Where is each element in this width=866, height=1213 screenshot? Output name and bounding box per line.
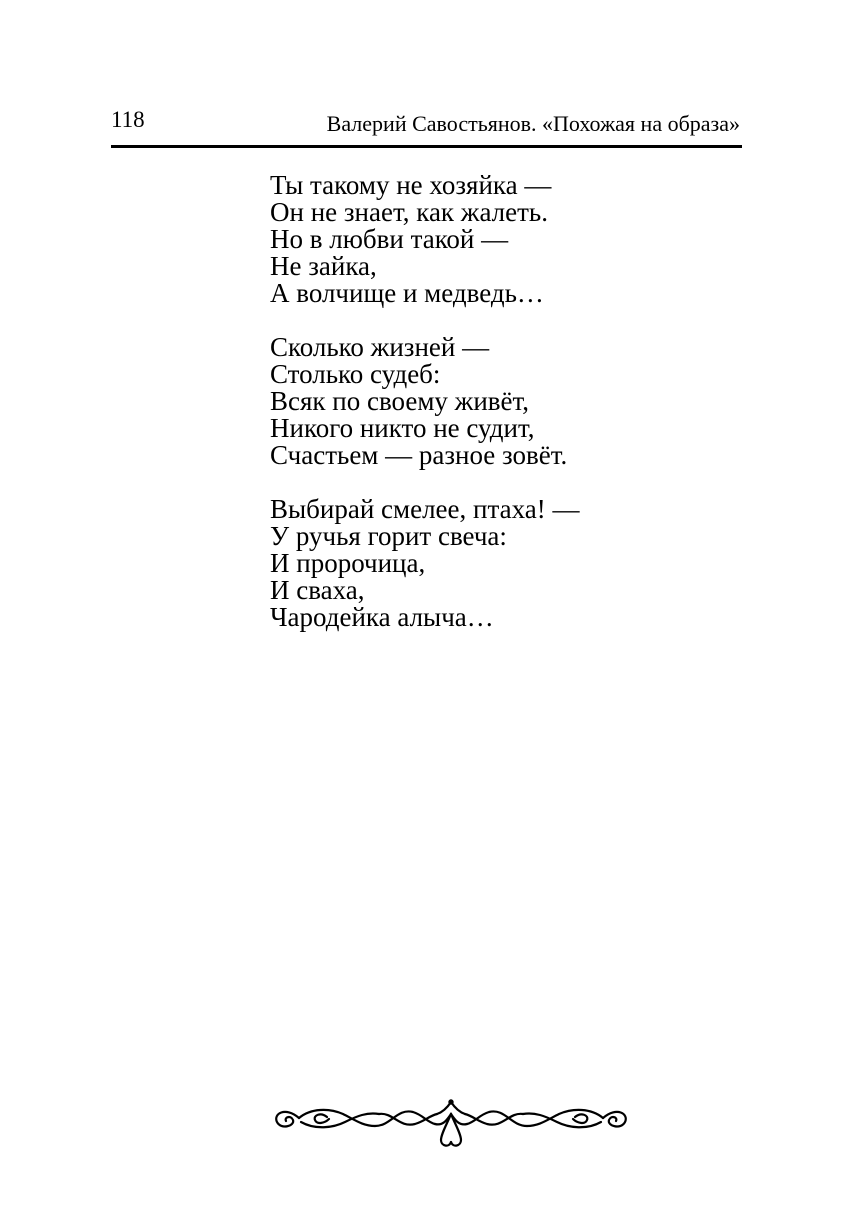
poem-line: Чародейка алыча…: [270, 602, 494, 632]
poem-line: Никого никто не судит,: [270, 413, 535, 443]
poem-line: Выбирай смелее, птаха! —: [270, 494, 580, 524]
poem-line: Всяк по своему живёт,: [270, 386, 530, 416]
poem-line: Не зайка,: [270, 251, 377, 281]
poem-line: Ты такому не хозяйка —: [270, 170, 552, 200]
poem-line: Счастьем — разное зовёт.: [270, 440, 568, 470]
poem-line: Сколько жизней —: [270, 332, 490, 362]
poem-line: У ручья горит свеча:: [270, 521, 507, 551]
stanza-2: [270, 334, 579, 469]
flourish-divider-icon: [271, 1090, 631, 1150]
stanza-3: [270, 496, 579, 631]
poem-line: А волчище и медведь…: [270, 278, 544, 308]
page-number: 118: [111, 107, 145, 132]
poem-line: И пророчица,: [270, 548, 426, 578]
running-header: Валерий Савостьянов. «Похожая на образа»: [326, 111, 740, 136]
stanza-1: [270, 172, 579, 307]
poem: [270, 172, 579, 658]
header-rule: [111, 145, 742, 148]
poem-line: Столько судеб:: [270, 359, 441, 389]
poem-line: Но в любви такой —: [270, 224, 509, 254]
poem-line: Он не знает, как жалеть.: [270, 197, 548, 227]
poem-line: И сваха,: [270, 575, 365, 605]
